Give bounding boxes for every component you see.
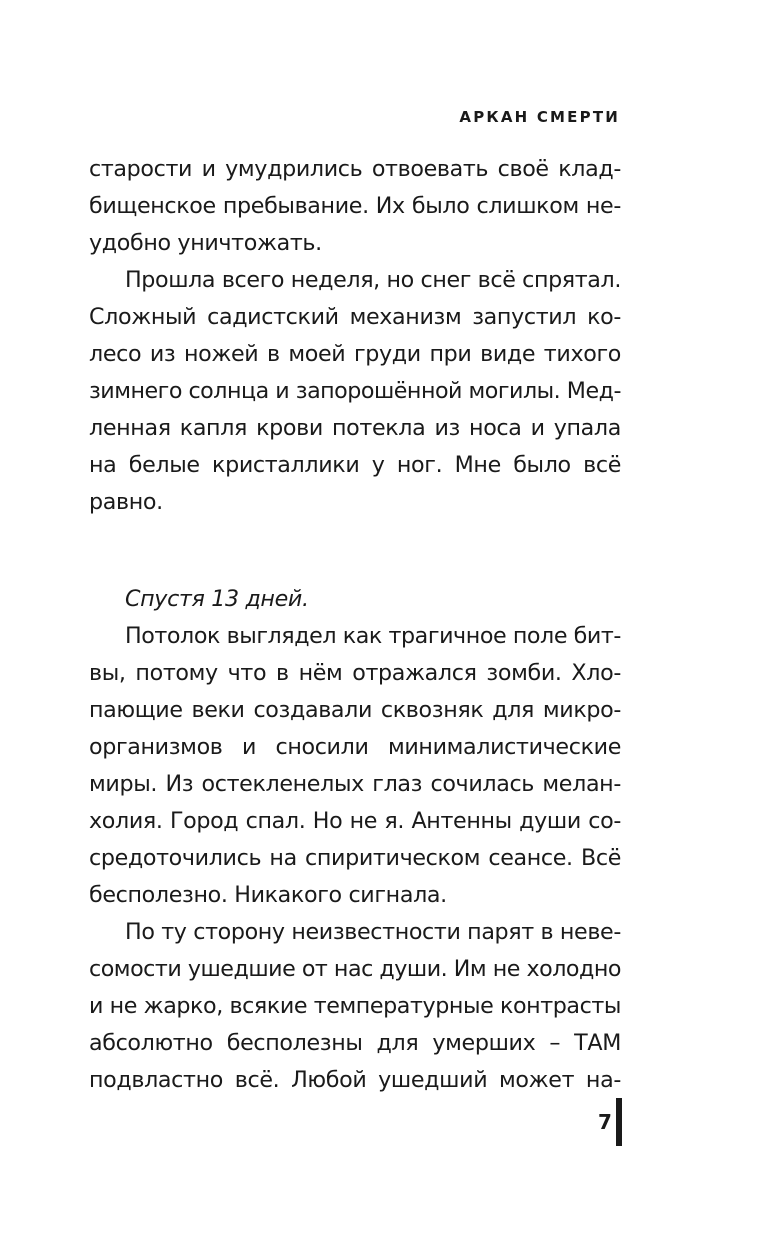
text-line: бищенское пребывание. Их было слишком не- [89,193,621,219]
text-line: и не жарко, всякие температурные контрасты [89,993,621,1019]
text-line: на белые кристаллики у ног. Мне было всё [89,452,621,478]
text-line: средоточились на спиритическом сеансе. Всё [89,845,621,871]
text-line: равно. [89,489,163,515]
text-line: Сложный садистский механизм запустил ко- [89,304,621,330]
text-line: Прошла всего неделя, но снег всё спрятал. [125,267,621,293]
text-line: По ту сторону неизвестности парят в неве- [125,919,621,945]
text-line: зимнего солнца и запорошённой могилы. Мед- [89,378,621,404]
page-number-rule [616,1098,622,1146]
text-line: старости и умудрились отвоевать своё клад- [89,156,621,182]
text-line: вы, потому что в нём отражался зомби. Хло- [89,660,621,686]
page-number: 7 [598,1110,612,1134]
text-line: бесполезно. Никакого сигнала. [89,882,447,908]
text-line: лесо из ножей в моей груди при виде тихого [89,341,621,367]
text-line: холия. Город спал. Но не я. Антенны души со- [89,808,621,834]
text-line: сомости ушедшие от нас души. Им не холодно [89,956,621,982]
text-line: миры. Из остекленелых глаз сочилась мелан- [89,771,621,797]
running-header: АРКАН СМЕРТИ [459,108,620,126]
text-line: пающие веки создавали сквозняк для микро- [89,697,621,723]
text-line: удобно уничтожать. [89,230,322,256]
text-line: ленная капля крови потекла из носа и упала [89,415,621,441]
text-line: абсолютно бесполезны для умерших – ТАМ [89,1030,621,1056]
text-line: организмов и сносили минималистические [89,734,621,760]
text-line: подвластно всё. Любой ушедший может на- [89,1067,621,1093]
section-date-heading: Спустя 13 дней. [125,586,309,612]
text-line: Потолок выглядел как трагичное поле бит- [125,623,621,649]
